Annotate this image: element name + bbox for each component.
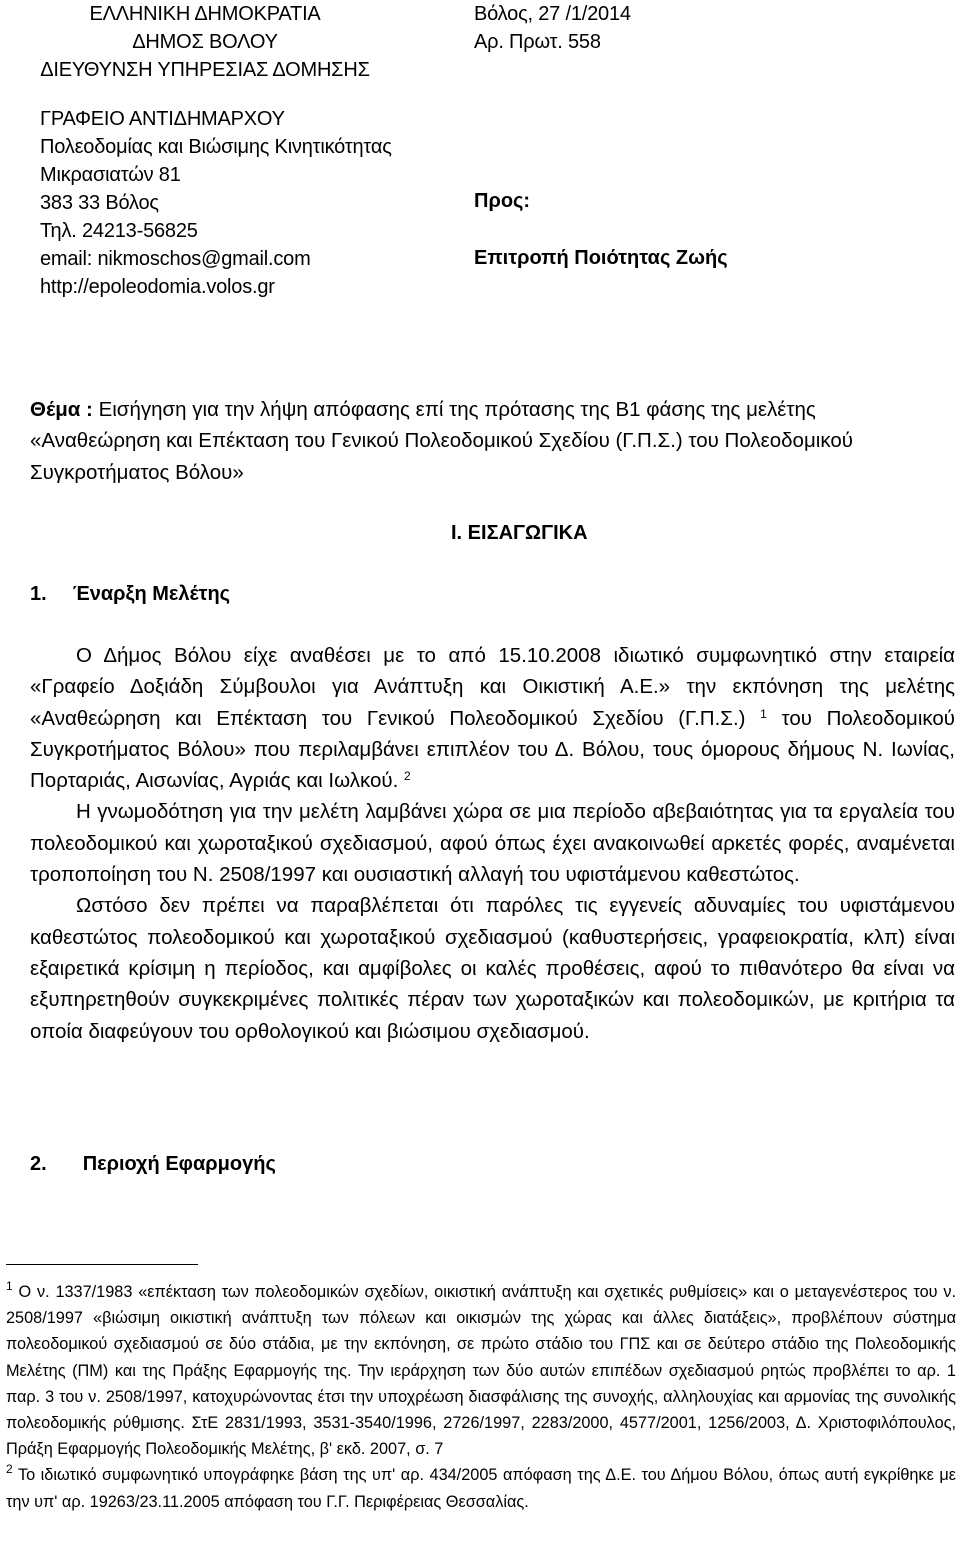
recipient: Επιτροπή Ποιότητας Ζωής xyxy=(474,247,728,269)
subject-label: Θέμα : xyxy=(30,398,93,421)
subject-line-3: Συγκροτήματος Βόλου» xyxy=(30,460,244,484)
date-line: Βόλος, 27 /1/2014 xyxy=(474,3,631,25)
footnote-1: $^1$ Ο ν. 1337/1983 «επέκταση των πολεοδομικών σχεδίων, οικιστική ανάπτυξη και σχετικές ρυθμίσεις» και ο μεταγενέστερος του ν. 2508/1997 «βιώσιμη οικιστική ανάπτυξη των πόλεων και οικισμών της χώρας και άλλες διατάξεις», προβλέπουν σύστημα πολεοδομικού σχεδιασμού σε δύο στάδια, με την εκπόνηση, σε πρώτο στάδιο του ΓΠΣ και σε δεύτερο στάδιο της Πολεοδομικής Μελέτης (ΠΜ) και της Πράξης Εφαρμογής της. Την ιεράρχηση των δύο αυτών επιπέδων σχεδιασμού ρητώς προβλέπει το αρ. 1 παρ. 3 του ν. 2508/1997, κατοχυρώνοντας έτσι την υποχρέωση διασφάλισης της συνοχής, αλληλουχίας και αρμονίας της συνολικής πολεοδομικής ρύθμισης. ΣτΕ 2831/1993, 3531-3540/1996, 2726/1997, 2283/2000, 4577/2001, 1256/2003, Δ. Χριστοφιλόπουλος, Πράξη Εφαρμογής Πολεοδομικής Μελέτης, β' εκδ. 2007, σ. 7 xyxy=(6,1279,956,1459)
paragraph-1: Ο Δήμος Βόλου είχε αναθέσει με το από 15.10.2008 ιδιωτικό συμφωνητικό στην εταιρεία «Γραφείο Δοξιάδη Σύμβουλοι για Ανάπτυξη και Οικιστική Α.Ε.» την εκπόνηση της μελέτης «Αναθεώρηση και Επέκταση του Γενικού Πολεοδομικού Σχεδίου (Γ.Π.Σ.) $^1$ του Πολεοδομικού Συγκροτήματος Βόλου» που περιλαμβάνει επιπλέον του Δ. Βόλου, τους όμορους δήμους Ν. Ιωνίας, Πορταριάς, Αισωνίας, Αγριάς και Ιωλκού. $^2$ xyxy=(30,644,956,793)
paragraph-3: Ωστόσο δεν πρέπει να παραβλέπεται ότι παρόλες τις εγγενείς αδυναμίες του υφιστάμενου καθεστώτος πολεοδομικού και χωροταξικού σχεδιασμού (καθυστερήσεις, γραφειοκρατία, κλπ) είναι εξαιρετικά κρίσιμη η περίοδος, και αμφίβολες οι καλές προθέσεις, αφού το πιθανότερο θα είναι να εξυπηρετηθούν συγκεκριμένες πολιτικές πέραν των χωροταξικών και πολεοδομικών, με κριτήρια τα οποία διαφεύγουν του ορθολογικού και βιώσιμου σχεδιασμού. xyxy=(30,894,955,1043)
postal-line: 383 33 Βόλος xyxy=(40,192,159,214)
protocol-line: Αρ. Πρωτ. 558 xyxy=(474,31,601,53)
section-title: Ι. ΕΙΣΑΓΩΓΙΚΑ xyxy=(451,522,588,544)
subject-line-1: Εισήγηση για την λήψη απόφασης επί της πρότασης της Β1 φάσης της μελέτης xyxy=(98,398,816,421)
office-scope-line: Πολεοδομίας και Βιώσιμης Κινητικότητας xyxy=(40,136,392,158)
heading-2-title: Περιοχή Εφαρμογής xyxy=(82,1153,276,1175)
heading-2-number: 2. xyxy=(30,1153,47,1175)
sender-header xyxy=(30,0,380,84)
subject-block xyxy=(30,394,957,488)
website-line: http://epoleodomia.volos.gr xyxy=(40,276,275,298)
footnote-2-number: 2 xyxy=(6,1462,13,1477)
municipality-line: ΔΗΜΟΣ ΒΟΛΟΥ xyxy=(132,31,278,53)
to-label: Προς: xyxy=(474,190,531,212)
footnote-1-number: 1 xyxy=(6,1279,13,1293)
date-protocol-block xyxy=(474,0,631,56)
phone-line: Τηλ. 24213-56825 xyxy=(40,220,198,242)
footnote-ref-2[interactable]: 2 xyxy=(404,769,411,784)
footnote-ref-1[interactable]: 1 xyxy=(760,706,767,721)
directorate-line: ΔΙΕΥΘΥΝΣΗ ΥΠΗΡΕΣΙΑΣ ΔΟΜΗΣΗΣ xyxy=(40,59,370,81)
country-line: ΕΛΛΗΝΙΚΗ ΔΗΜΟΚΡΑΤΙΑ xyxy=(89,3,321,25)
subject-line-2: «Αναθεώρηση και Επέκταση του Γενικού Πολεοδομικού Σχεδίου (Γ.Π.Σ.) του Πολεοδομικού xyxy=(30,429,853,453)
sender-office-block xyxy=(40,105,392,301)
paragraph-2: Η γνωμοδότηση για την μελέτη λαμβάνει χώρα σε μια περίοδο αβεβαιότητας για τα εργαλεία του πολεοδομικού και χωροταξικού σχεδιασμού, αφού όπως έχει ανακοινωθεί αρκετές φορές, αναμένεται τροποποίηση του Ν. 2508/1997 και ουσιαστική αλλαγή του υφιστάμενου καθεστώτος. xyxy=(30,800,955,887)
email-line: email: nikmoschos@gmail.com xyxy=(40,248,311,270)
heading-1-number: 1. xyxy=(30,583,47,605)
heading-2 xyxy=(30,1150,276,1178)
office-line: ΓΡΑΦΕΙΟ ΑΝΤΙΔΗΜΑΡΧΟΥ xyxy=(40,108,285,130)
body-text xyxy=(30,640,955,1047)
footnote-2: $^2$ Το ιδιωτικό συμφωνητικό υπογράφηκε βάση της υπ' αρ. 434/2005 απόφαση της Δ.Ε. του Δήμου Βόλου, όπως αυτή εγκρίθηκε με την υπ' αρ. 19263/23.11.2005 απόφαση του Γ.Γ. Περιφέρειας Θεσσαλίας. xyxy=(6,1462,957,1511)
street-line: Μικρασιατών 81 xyxy=(40,164,181,186)
heading-1-title: Έναρξη Μελέτης xyxy=(72,583,231,605)
footnote-separator xyxy=(6,1264,198,1265)
footnotes xyxy=(6,1279,956,1515)
heading-1 xyxy=(30,580,230,608)
